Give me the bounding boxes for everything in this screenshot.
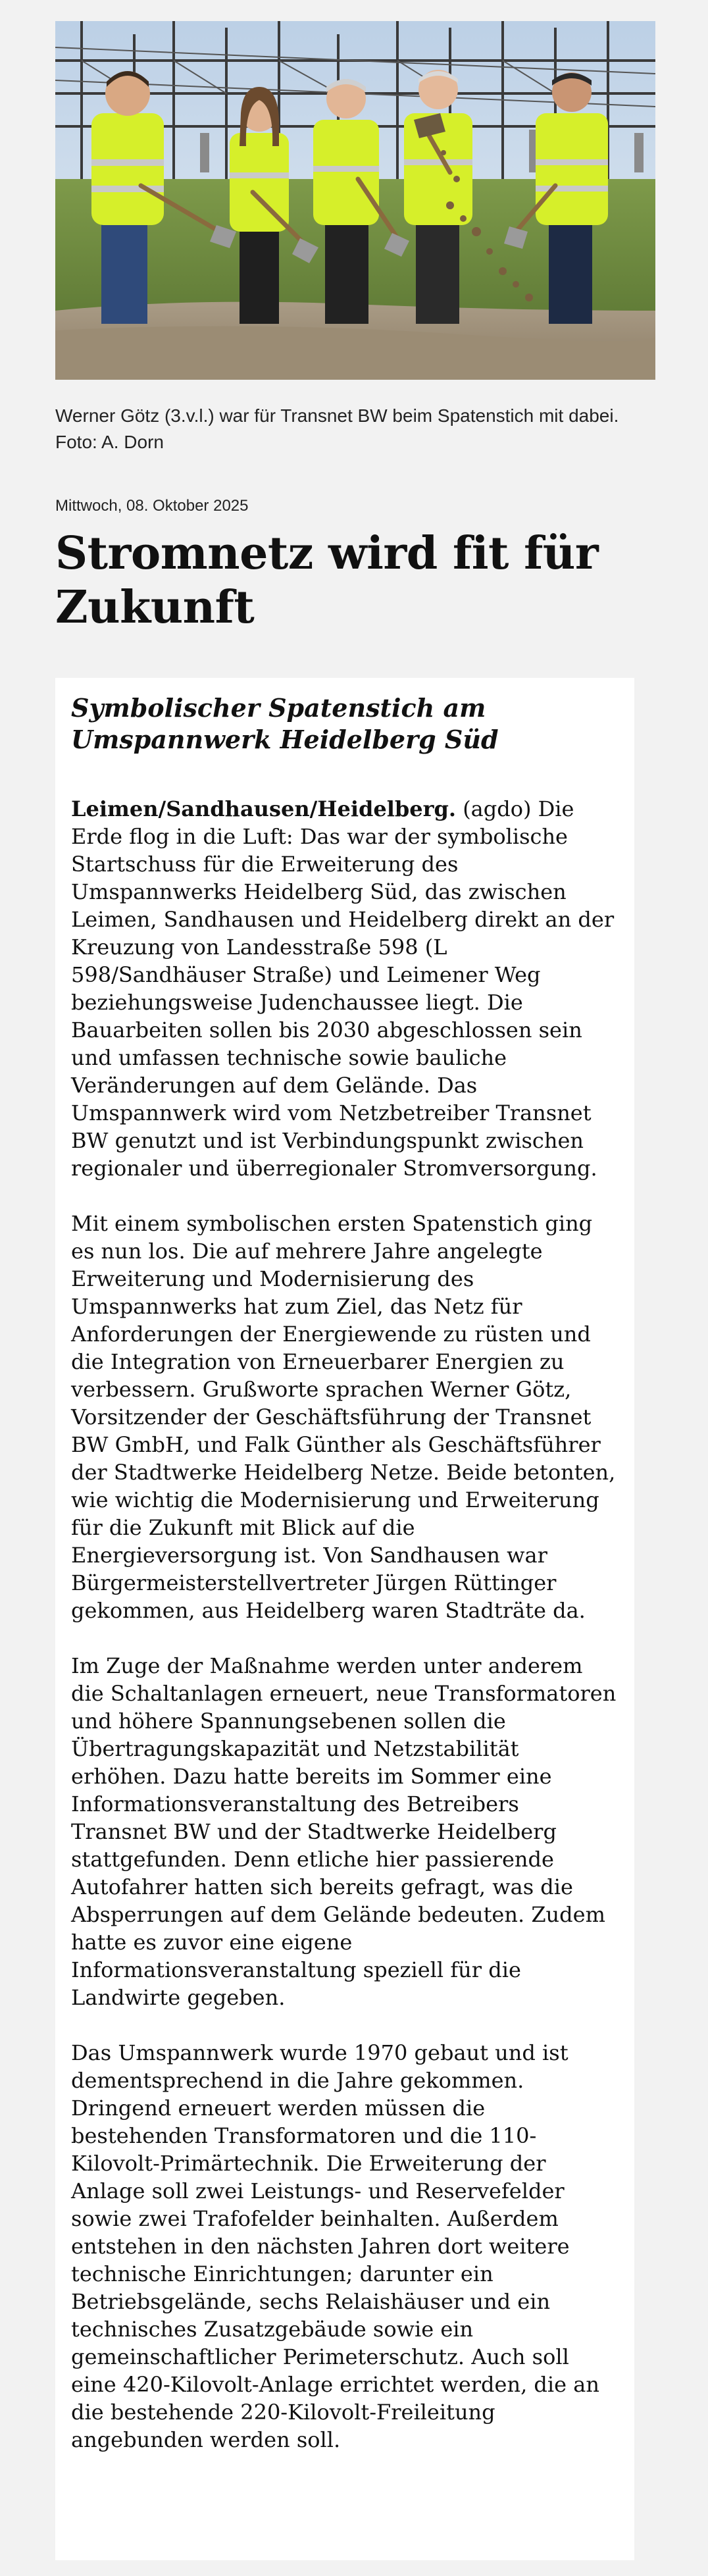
publish-date: Mittwoch, 08. Oktober 2025	[55, 497, 249, 515]
dateline: Leimen/Sandhausen/Heidelberg.	[71, 796, 457, 821]
article-paragraph	[71, 795, 619, 1182]
article-photo	[55, 21, 655, 380]
photo-caption: Werner Götz (3.v.l.) war für Transnet BW beim Spatenstich mit dabei. Foto: A. Dorn	[55, 405, 619, 452]
article-paragraph: Mit einem symbolischen ersten Spatenstich ging es nun los. Die auf mehrere Jahre angelegte Erweiterung und Modernisierung des Umspannwerks hat zum Ziel, das Netz für Anforderungen der Energiewende zu rüsten und die Integration von Erneuerbarer Energien zu verbessern. Grußworte sprachen Werner Götz, Vorsitzender der Geschäftsführung der Transnet BW GmbH, und Falk Günther als Geschäftsführer der Stadtwerke Heidelberg Netze. Beide betonten, wie wichtig die Modernisierung und Erweiterung für die Zukunft mit Blick auf die Energieversorgung ist. Von Sandhausen war Bürgermeisterstellvertreter Jürgen Rüttinger gekommen, aus Heidelberg waren Stadträte da.	[71, 1211, 616, 1623]
article-body	[55, 678, 634, 2560]
article-paragraph: Im Zuge der Maßnahme werden unter anderem die Schaltanlagen erneuert, neue Transformatoren und höhere Spannungsebenen sollen die Übertragungskapazität und Netzstabilität erhöhen. Dazu hatte bereits im Sommer eine Informationsveranstaltung des Betreibers Transnet BW und der Stadtwerke Heidelberg stattgefunden. Denn etliche hier passierende Autofahrer hatten sich bereits gefragt, was die Absperrungen auf dem Gelände bedeuten. Zudem hatte es zuvor eine eigene Informationsveranstaltung speziell für die Landwirte gegeben.	[71, 1653, 617, 2010]
article-paragraph: Das Umspannwerk wurde 1970 gebaut und ist dementsprechend in die Jahre gekommen. Dringend erneuert werden müssen die bestehenden Transformatoren und die 110-Kilovolt-Primärtechnik. Die Erweiterung der Anlage soll zwei Leistungs- und Reservefelder sowie zwei Trafofelder beinhalten. Außerdem entstehen in den nächsten Jahren dort weitere technische Einrichtungen; darunter ein Betriebsgelände, sechs Relaishäuser und ein technisches Zusatzgebäude sowie ein gemeinschaftlicher Perimeterschutz. Auch soll eine 420-Kilovolt-Anlage errichtet werden, die an die bestehende 220-Kilovolt-Freileitung angebunden werden soll.	[71, 2040, 599, 2452]
paragraph-text: (agdo) Die Erde flog in die Luft: Das war der symbolische Startschuss für die Erweiterung des Umspannwerks Heidelberg Süd, das zwischen Leimen, Sandhausen und Heidelberg direkt an der Kreuzung von Landesstraße 598 (L 598/Sandhäuser Straße) und Leimener Weg beziehungsweise Judenchaussee liegt. Die Bauarbeiten sollen bis 2030 abgeschlossen sein und umfassen technische sowie bauliche Veränderungen auf dem Gelände. Das Umspannwerk wird vom Netzbetreiber Transnet BW genutzt und ist Verbindungspunkt zwischen regionaler und überregionaler Stromversorgung.	[71, 796, 615, 1181]
ground-breaking-photo-icon	[55, 21, 655, 380]
page-title: Stromnetz wird fit für Zukunft	[55, 527, 599, 634]
article-subtitle: Symbolischer Spatenstich am Umspannwerk Heidelberg Süd	[71, 693, 499, 754]
